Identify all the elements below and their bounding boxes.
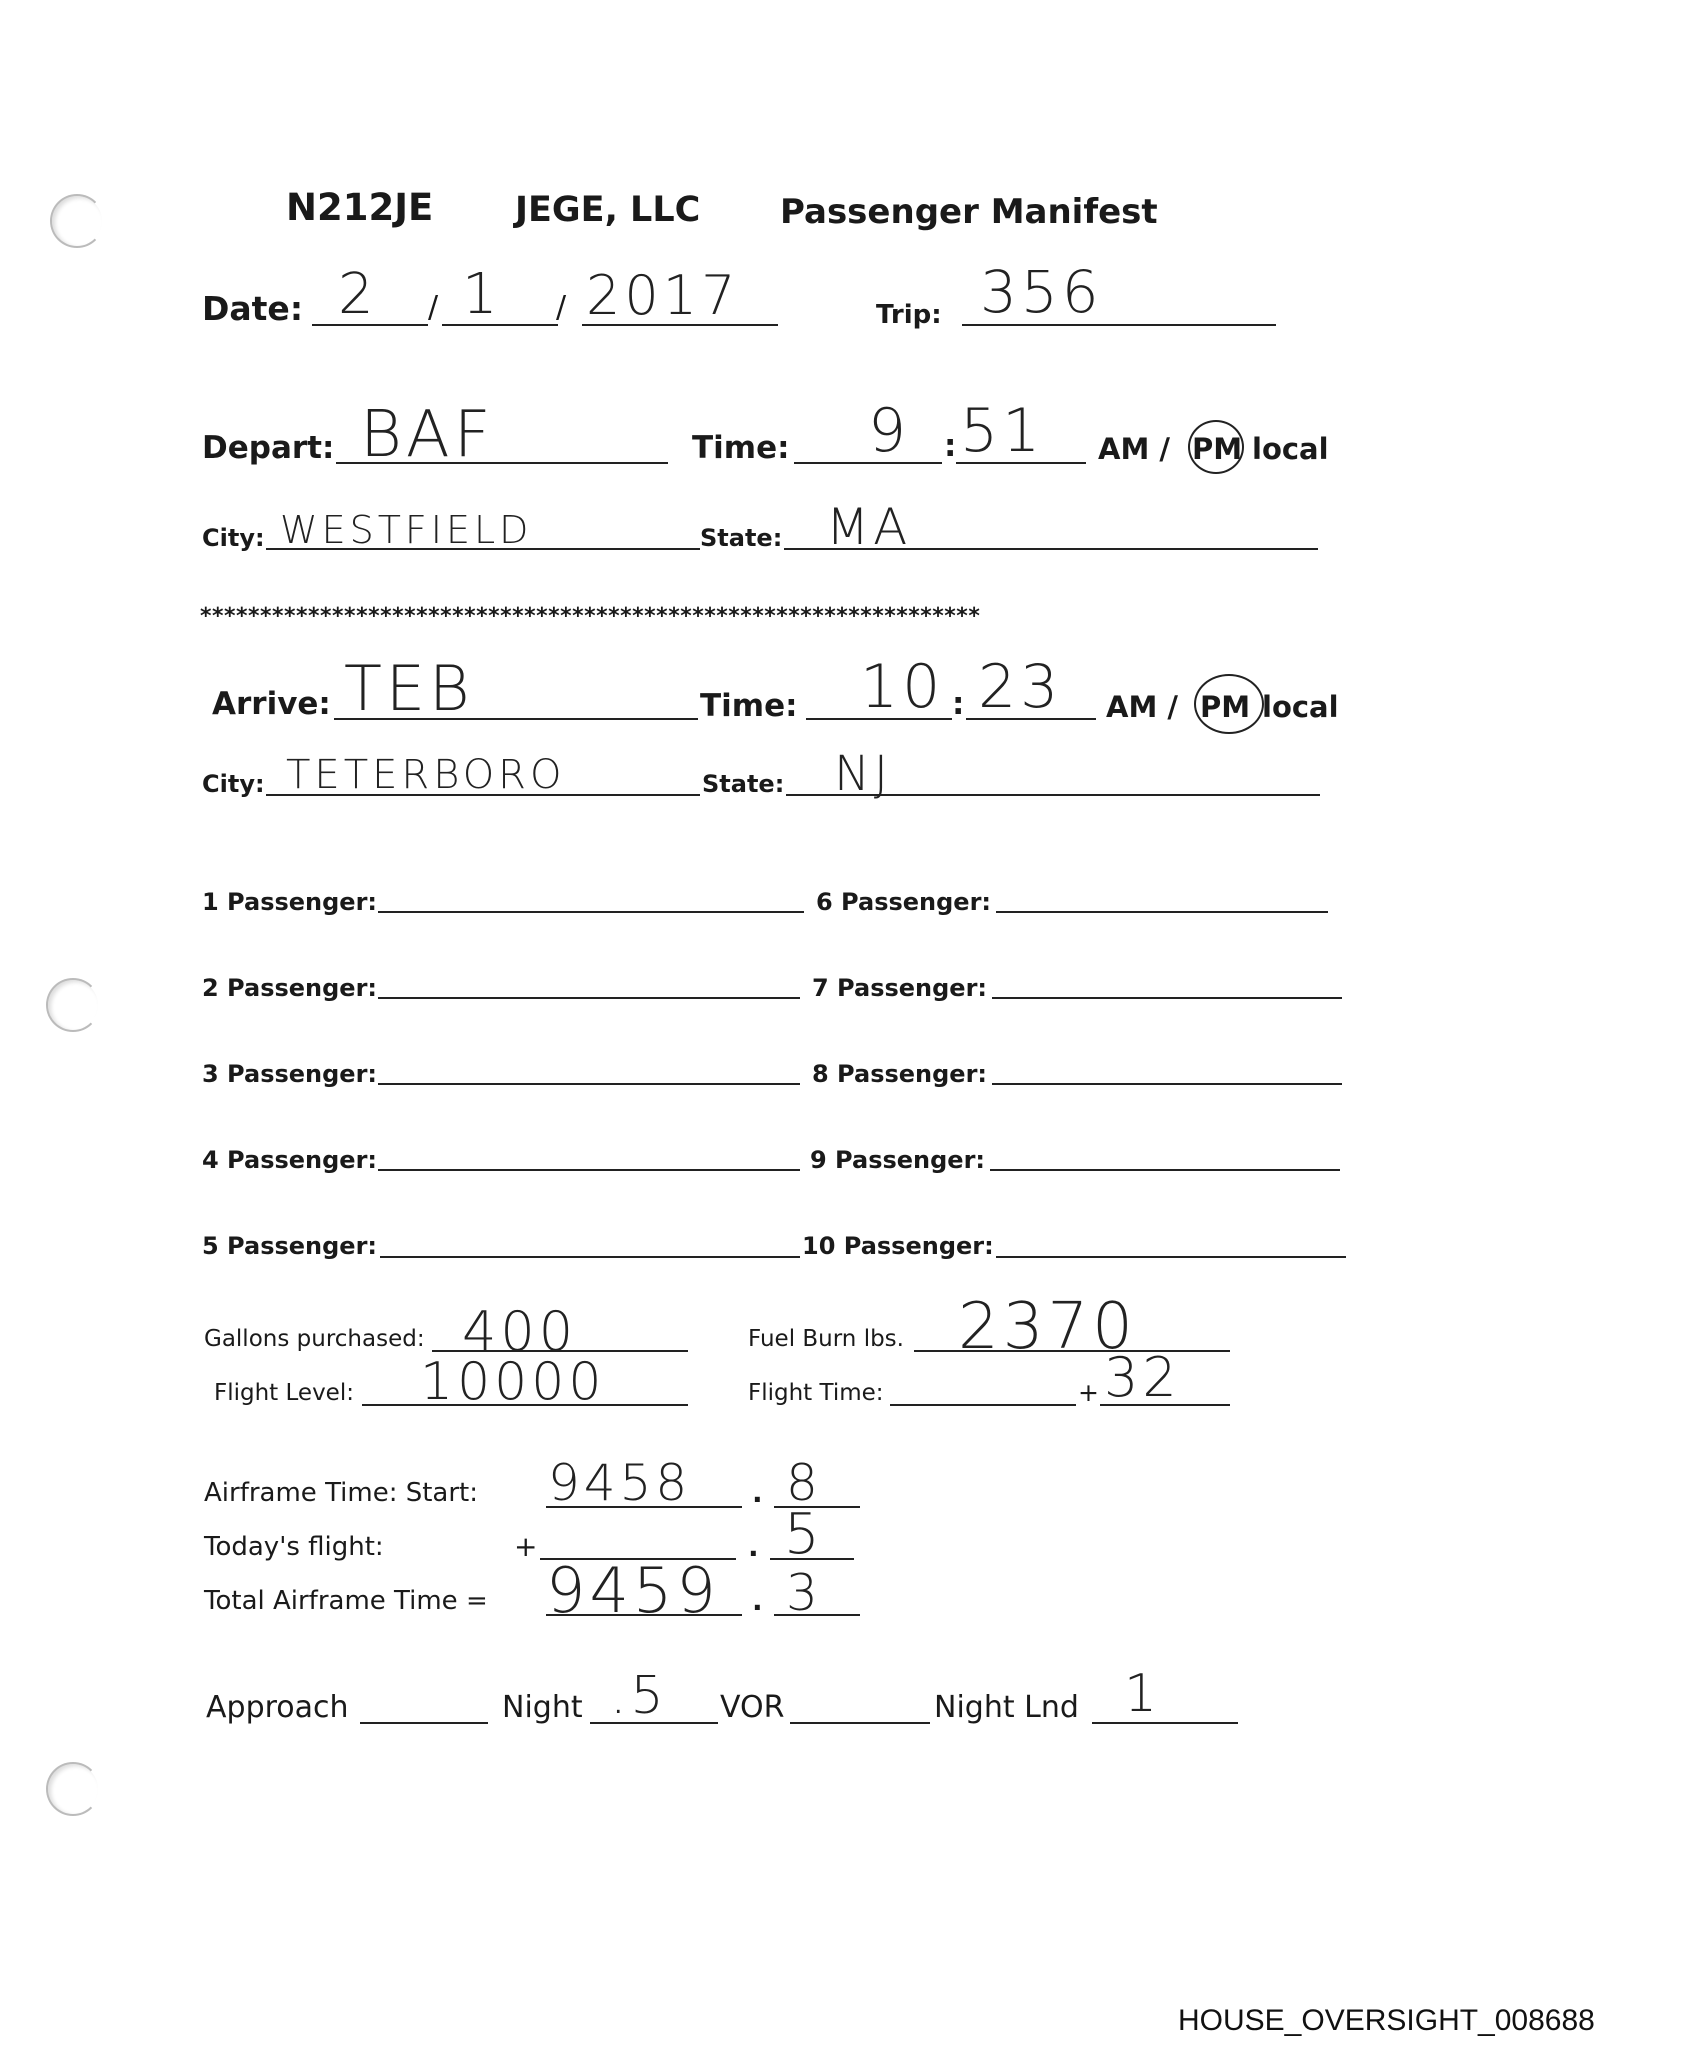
arrive-city-label: City:	[202, 770, 265, 798]
depart-time-label: Time:	[692, 430, 790, 466]
passenger-8-label: 8 Passenger:	[812, 1060, 988, 1088]
depart-airport: BAF	[360, 398, 495, 472]
company-name: JEGE, LLC	[515, 190, 701, 230]
passenger-6-line[interactable]	[996, 911, 1328, 913]
night-value: .5	[610, 1666, 668, 1726]
night-lnd-line	[1092, 1722, 1238, 1724]
passenger-7-line[interactable]	[992, 997, 1342, 999]
passenger-5-label: 5 Passenger:	[202, 1232, 378, 1260]
airframe-start-tenth: 8	[786, 1454, 822, 1512]
depart-state: MA	[826, 498, 912, 556]
date-month: 2	[338, 262, 378, 327]
depart-local-label: local	[1252, 432, 1329, 466]
passenger-2-label: 2 Passenger:	[202, 974, 378, 1002]
binder-hole-middle	[46, 978, 100, 1032]
depart-label: Depart:	[202, 430, 335, 466]
arrive-colon: :	[952, 686, 965, 722]
night-label: Night	[502, 1690, 583, 1725]
passenger-9-line[interactable]	[990, 1169, 1340, 1171]
gallons-label: Gallons purchased:	[204, 1326, 425, 1352]
total-airframe-tenth: 3	[786, 1564, 822, 1622]
depart-city: WESTFIELD	[280, 508, 533, 552]
approach-line	[360, 1722, 488, 1724]
date-sep-1: /	[428, 290, 439, 325]
gallons-value: 400	[462, 1300, 578, 1363]
depart-hour: 9	[868, 396, 911, 466]
passenger-10-label: 10 Passenger:	[802, 1232, 994, 1260]
fuel-burn-value: 2370	[958, 1290, 1137, 1364]
passenger-1-label: 1 Passenger:	[202, 888, 378, 916]
binder-hole-top	[50, 194, 104, 248]
flight-level-label: Flight Level:	[214, 1380, 354, 1406]
date-sep-2: /	[556, 290, 567, 325]
arrive-state-label: State:	[702, 770, 785, 798]
arrive-time-label: Time:	[700, 688, 798, 724]
airframe-start-label: Airframe Time: Start:	[204, 1478, 478, 1508]
depart-state-label: State:	[700, 524, 783, 552]
fuel-burn-label: Fuel Burn lbs.	[748, 1326, 904, 1352]
passenger-1-line[interactable]	[378, 911, 804, 913]
passenger-10-line[interactable]	[996, 1256, 1346, 1258]
airframe-start-whole: 9458	[548, 1454, 692, 1512]
flight-level-value: 10000	[420, 1352, 606, 1412]
total-airframe-dot: .	[752, 1584, 763, 1617]
tail-number: N212JE	[286, 186, 434, 229]
arrive-minute: 23	[978, 652, 1063, 722]
airframe-start-dot: .	[752, 1476, 763, 1509]
date-label: Date:	[202, 289, 304, 328]
flight-time-plus: +	[1078, 1378, 1099, 1407]
arrive-pm-circle	[1194, 674, 1264, 734]
passenger-2-line[interactable]	[378, 997, 800, 999]
depart-city-label: City:	[202, 524, 265, 552]
flight-time-line	[890, 1404, 1076, 1406]
date-year: 2017	[586, 264, 740, 327]
passenger-3-label: 3 Passenger:	[202, 1060, 378, 1088]
arrive-airport: TEB	[344, 652, 474, 725]
date-day: 1	[462, 262, 502, 327]
todays-flight-dot: .	[748, 1530, 759, 1563]
trip-value: 356	[980, 258, 1103, 326]
flight-time-label: Flight Time:	[748, 1380, 884, 1406]
flight-time-value: 32	[1104, 1346, 1181, 1409]
depart-pm-label: PM	[1192, 432, 1243, 466]
todays-flight-label: Today's flight:	[204, 1532, 384, 1562]
total-airframe-label: Total Airframe Time =	[204, 1586, 488, 1616]
depart-colon: :	[944, 428, 957, 464]
form-title: Passenger Manifest	[780, 192, 1158, 232]
passenger-3-line[interactable]	[378, 1083, 800, 1085]
passenger-4-label: 4 Passenger:	[202, 1146, 378, 1174]
depart-am-label: AM /	[1098, 432, 1170, 466]
night-lnd-label: Night Lnd	[934, 1690, 1079, 1725]
bates-number: HOUSE_OVERSIGHT_008688	[1178, 2004, 1595, 2037]
arrive-local-label: local	[1262, 690, 1339, 724]
todays-flight-plus: +	[514, 1530, 538, 1563]
passenger-6-label: 6 Passenger:	[816, 888, 992, 916]
passenger-9-label: 9 Passenger:	[810, 1146, 986, 1174]
trip-label: Trip:	[876, 300, 942, 330]
vor-line	[790, 1722, 930, 1724]
binder-hole-bottom	[46, 1762, 100, 1816]
passenger-4-line[interactable]	[378, 1169, 800, 1171]
total-airframe-whole: 9459	[546, 1554, 720, 1627]
arrive-pm-label: PM	[1200, 690, 1251, 724]
arrive-label: Arrive:	[212, 686, 331, 722]
asterisk-divider: *****************************************************************	[200, 604, 981, 629]
arrive-am-label: AM /	[1106, 690, 1178, 724]
todays-flight-tenth: 5	[784, 1502, 824, 1567]
passenger-5-line[interactable]	[380, 1256, 800, 1258]
arrive-state: NJ	[834, 746, 893, 802]
approach-label: Approach	[206, 1690, 349, 1725]
passenger-8-line[interactable]	[992, 1083, 1342, 1085]
depart-minute: 51	[960, 396, 1045, 466]
passenger-7-label: 7 Passenger:	[812, 974, 988, 1002]
arrive-hour: 10	[860, 652, 945, 722]
night-lnd-value: 1	[1124, 1664, 1162, 1724]
arrive-city: TETERBORO	[286, 752, 566, 798]
depart-pm-circle	[1188, 420, 1244, 474]
vor-label: VOR	[720, 1690, 785, 1725]
